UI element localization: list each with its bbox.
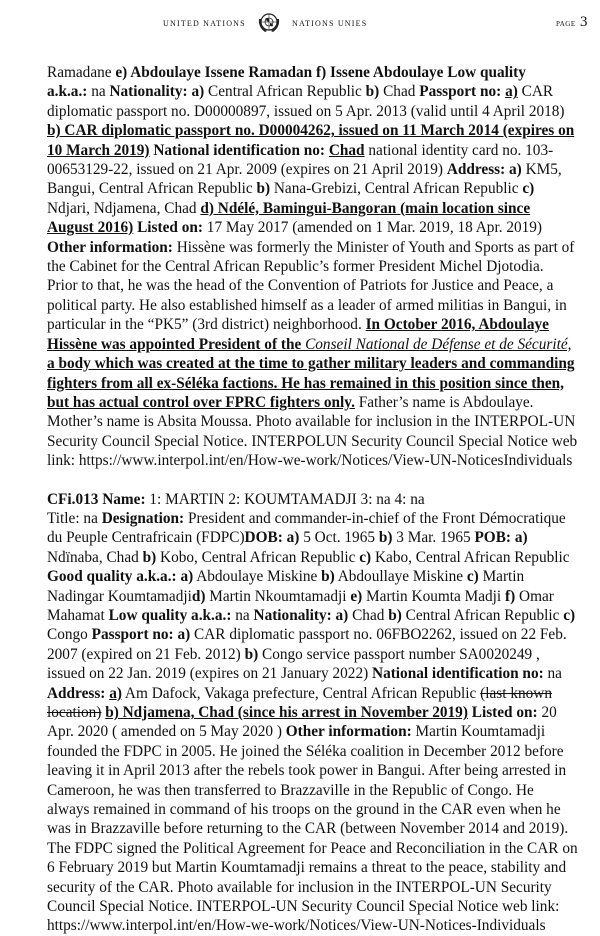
page-label: PAGE — [556, 20, 576, 28]
text-line: Congo Passport no: a) CAR diplomatic passport no. 06FBO2262, issued on 22 Feb. — [47, 626, 567, 644]
text-line: Bangui, Central African Republic b) Nana-Grebizi, Central African Republic c) — [47, 180, 535, 198]
text-line: Prior to that, he was the head of the Convention of Patriots for Justice and Peace, a — [47, 277, 554, 295]
text-line: Mother’s name is Absita Moussa. Photo available for inclusion in the INTERPOL-UN — [47, 413, 576, 431]
text-line: Ramadane e) Abdoulaye Issene Ramadan f) Issene Abdoulaye Low quality — [47, 64, 526, 81]
text-line: security of the CAR. Photo available for inclusion in the INTERPOL-UN Security — [47, 878, 552, 896]
un-emblem-icon — [255, 9, 283, 37]
text-line: particular in the “PK5” (3rd district) neighborhood. In October 2016, Abdoulaye — [47, 316, 549, 334]
text-line: 2007 (expired on 21 Feb. 2012) b) Congo service passport number SA0020249 , — [47, 645, 540, 663]
text-line: a body which was created at the time to gather military leaders and commanding — [47, 355, 575, 373]
text-line: the Cabinet for the Central African Republic’s former President Michel Djotodia. — [47, 258, 544, 276]
text-line: b) CAR diplomatic passport no. D00004262, issued on 11 March 2014 (expires on — [47, 122, 575, 140]
text-line: founded the FDPC in 2005. He joined the Séléka coalition in December 2012 before — [47, 742, 564, 760]
text-line: but has actual control over FPRC fighters only. Father’s name is Abdoulaye. — [47, 393, 534, 411]
paragraph-gap — [47, 471, 567, 490]
text-line: location) b) Ndjamena, Chad (since his arrest in November 2019) Listed on: 20 — [47, 704, 557, 721]
text-line: Council Special Notice. INTERPOL-UN Security Council Special Notice web link: — [47, 898, 560, 916]
header-nations-unies: NATIONS UNIES — [292, 19, 368, 28]
text-line: Mahamat Low quality a.k.a.: na Nationality: a) Chad b) Central African Republic c) — [47, 606, 576, 624]
interpol-link-line: https://www.interpol.int/en/How-we-work/Notices/View-UN-Notices-Individuals — [47, 917, 546, 935]
text-line: Apr. 2020 ( amended on 5 May 2020 ) Other information: Martin Koumtamadji — [47, 723, 546, 741]
text-line: August 2016) Listed on: 17 May 2017 (amended on 1 Mar. 2019, 18 Apr. 2019) — [47, 219, 543, 237]
text-line: was in Brazzaville before returning to the CAR (between November 2014 and 2019). — [47, 820, 569, 838]
header-united-nations: UNITED NATIONS — [163, 19, 246, 28]
document-body — [47, 63, 578, 936]
text-line: Security Council Special Notice. INTERPOLUN Security Council Special Notice web — [47, 432, 578, 450]
text-line: 10 March 2019) National identification no: Chad national identity card no. 103- — [47, 141, 554, 159]
interpol-link-line: link: https://www.interpol.int/en/How-we-work/Notices/View-UN-NoticesIndividuals — [47, 452, 573, 470]
text-line: du Peuple Centrafricain (FDPC)DOB: a) 5 Oct. 1965 b) 3 Mar. 1965 POB: a) — [47, 529, 528, 547]
text-line: Good quality a.k.a.: a) Abdoulaye Miskine b) Abdoullaye Miskine c) Martin — [47, 568, 525, 586]
text-line: fighters from all ex-Séléka factions. He has remained in this position since then, — [47, 374, 564, 392]
page-number: 3 — [580, 14, 588, 30]
text-line: Hissène was appointed President of the Conseil National de Défense et de Sécurité, — [47, 335, 572, 353]
text-line: diplomatic passport no. D00000897, issued on 5 Apr. 2013 (valid until 4 April 2018) — [47, 102, 565, 120]
text-line: Ndïnaba, Chad b) Kobo, Central African Republic c) Kabo, Central African Republic — [47, 548, 570, 566]
text-line: leaving it in April 2013 after the rebels took power in Bangui. After being arrested in — [47, 762, 567, 780]
text-line: political party. He also established himself as a leader of armed militias in Bangui, in — [47, 296, 567, 314]
text-line: Ndjari, Ndjamena, Chad d) Ndélé, Bamingui-Bangoran (main location since — [47, 199, 531, 217]
text-line: Address: a) Am Dafock, Vakaga prefecture, Central African Republic (last known — [47, 684, 552, 702]
text-line: a.k.a.: na Nationality: a) Central African Republic b) Chad Passport no: a) CAR — [47, 83, 554, 101]
text-line: 00653129-22, issued on 21 Apr. 2009 (expires on 21 April 2019) Address: a) KM5, — [47, 161, 562, 179]
page-header — [0, 6, 600, 36]
entry-cfi-013-martin-koumtamadji — [47, 490, 578, 936]
text-line: Title: na Designation: President and commander-in-chief of the Front Démocratique — [47, 509, 566, 527]
text-line: Cameroon, he was then transferred to Brazzaville in the Republic of Congo. He — [47, 781, 534, 799]
text-line: Nadingar Koumtamadjid) Martin Nkoumtamadji e) Martin Koumta Madji f) Omar — [47, 587, 554, 605]
text-line: The FDPC signed the Political Agreement for Peace and Reconciliation in the CAR on — [47, 839, 578, 857]
text-line: Other information: Hissène was formerly the Minister of Youth and Sports as part of — [47, 238, 575, 256]
text-line: always remained in command of his troops on the ground in the CAR even when he — [47, 801, 561, 819]
text-line: CFi.013 Name: 1: MARTIN 2: KOUMTAMADJI 3: na 4: na — [47, 490, 425, 508]
text-line: issued on 22 Jan. 2019 (expires on 21 January 2022) National identification no: na — [47, 665, 562, 683]
text-line: 6 February 2019 but Martin Koumtamadji remains a threat to the peace, stability and — [47, 859, 567, 877]
entry-abdoulaye-hissene — [47, 63, 578, 471]
